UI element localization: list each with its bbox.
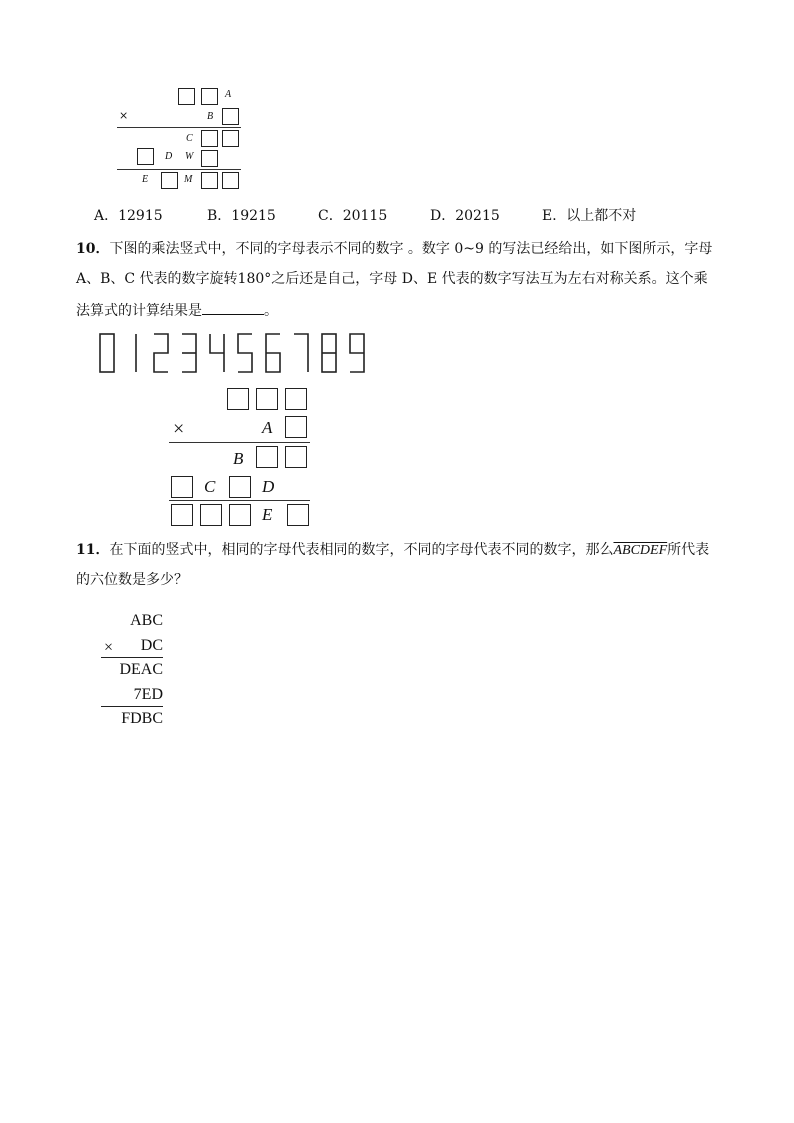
q11-rule bbox=[101, 657, 163, 658]
q9-box bbox=[222, 108, 239, 125]
q11-row-2: DC bbox=[140, 637, 163, 654]
q9-rule bbox=[117, 127, 241, 128]
q10-line-1-text: 下图的乘法竖式中，不同的字母表示不同的数字 。数字 0~9 的写法已经给出，如下图所示，字母 bbox=[109, 241, 713, 257]
q10-box bbox=[171, 476, 193, 498]
q11-overline-word: ABCDEF bbox=[613, 543, 668, 558]
q10-rule bbox=[169, 442, 310, 443]
q10-line-1 bbox=[76, 240, 712, 258]
q11-line-2: 的六位数是多少？ bbox=[76, 572, 188, 588]
q9-box bbox=[161, 172, 178, 189]
q11-rule bbox=[101, 706, 163, 707]
digit-8-figure bbox=[322, 334, 336, 372]
q10-answer-blank[interactable] bbox=[202, 300, 264, 315]
q10-letter-b: B bbox=[233, 449, 244, 468]
q10-times-sign: × bbox=[173, 418, 185, 440]
q10-box bbox=[200, 504, 222, 526]
q9-box bbox=[178, 88, 195, 105]
q10-letter-d: D bbox=[262, 477, 275, 496]
q9-box bbox=[222, 130, 239, 147]
q10-rule bbox=[169, 500, 310, 501]
q9-option-c: C．20115 bbox=[318, 208, 388, 224]
q9-option-d: D．20215 bbox=[430, 208, 500, 224]
q9-box bbox=[201, 172, 218, 189]
q9-box bbox=[201, 150, 218, 167]
q10-box bbox=[285, 388, 307, 410]
q11-times-sign: × bbox=[104, 639, 114, 656]
q9-rule bbox=[117, 169, 241, 170]
q11-line-1-post: 所代表 bbox=[667, 542, 710, 558]
q10-box bbox=[171, 504, 193, 526]
digit-5-figure bbox=[238, 334, 252, 372]
q9-box bbox=[201, 130, 218, 147]
q11-line-1-pre: 在下面的竖式中，相同的字母代表相同的数字，不同的字母代表不同的数字，那么 bbox=[109, 542, 614, 558]
q10-box bbox=[285, 416, 307, 438]
q11-number: 11． bbox=[76, 542, 110, 558]
q10-line-2: A、B、C 代表的数字旋转180°之后还是自己，字母 D、E 代表的数字写法互为左右对称关系。这个乘 bbox=[76, 271, 708, 287]
q10-line-3-text: 法算式的计算结果是 bbox=[76, 303, 202, 319]
q11-line-1 bbox=[76, 541, 709, 560]
q10-box bbox=[229, 476, 251, 498]
q10-box bbox=[256, 388, 278, 410]
q10-box bbox=[229, 504, 251, 526]
digit-6-figure bbox=[266, 334, 280, 372]
q9-letter-w: W bbox=[185, 151, 194, 162]
q11-row-4: 7ED bbox=[133, 686, 163, 703]
q11-row-1: ABC bbox=[130, 612, 163, 629]
q9-letter-b: B bbox=[207, 111, 214, 122]
q10-letter-e: E bbox=[262, 505, 273, 524]
q9-letter-e: E bbox=[142, 174, 149, 185]
q11-row-5: FDBC bbox=[121, 710, 163, 727]
q10-box bbox=[227, 388, 249, 410]
q9-box bbox=[137, 148, 154, 165]
q10-box bbox=[285, 446, 307, 468]
q10-box bbox=[287, 504, 309, 526]
q10-letter-c: C bbox=[204, 477, 216, 496]
q9-option-a: A．12915 bbox=[94, 208, 163, 224]
q10-box bbox=[256, 446, 278, 468]
q9-box bbox=[201, 88, 218, 105]
seven-segment-digits bbox=[96, 330, 386, 376]
q10-letter-a: A bbox=[262, 418, 273, 437]
q9-option-e: E．以上都不对 bbox=[542, 208, 637, 224]
q9-times-sign: × bbox=[119, 109, 129, 122]
q9-letter-m: M bbox=[184, 174, 193, 185]
q9-letter-a: A bbox=[225, 89, 232, 100]
q10-line-3 bbox=[76, 300, 278, 320]
q9-option-b: B．19215 bbox=[207, 208, 276, 224]
digit-7-figure bbox=[294, 334, 308, 372]
q9-letter-d: D bbox=[165, 151, 173, 162]
digit-4-figure bbox=[210, 334, 224, 372]
digit-9-figure bbox=[350, 334, 364, 372]
q9-box bbox=[222, 172, 239, 189]
digit-2-figure bbox=[154, 334, 168, 372]
q9-letter-c: C bbox=[186, 133, 193, 144]
q10-line-3-end: 。 bbox=[264, 303, 278, 319]
q10-number: 10． bbox=[76, 241, 110, 257]
q11-row-3: DEAC bbox=[119, 661, 163, 678]
digit-0-figure bbox=[100, 334, 114, 372]
digit-3-figure bbox=[182, 334, 196, 372]
